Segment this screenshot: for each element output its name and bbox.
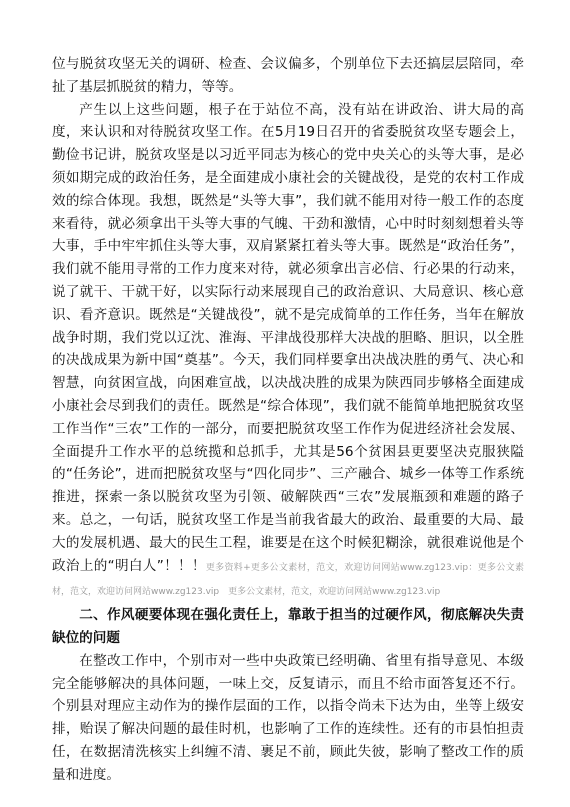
section-heading-2: 二、作风硬要体现在强化责任上，靠敢于担当的过硬作风，彻底解决失责缺位的问题 — [52, 607, 524, 646]
paragraph-continued: 位与脱贫攻坚无关的调研、检查、会议偏多，个别单位下去还搞层层陪同，牵扯了基层抓脱贫的精力，等等。 — [52, 56, 524, 95]
watermark-text: 更多资料+更多公文素材，范文，欢迎访问网站www.zg123.vip：更多公文素材，范文，欢迎访问网站www.zg123.vip 更多公文素材，范文，欢迎访问网站www.zg123.vip — [52, 562, 524, 598]
paragraph-rectification: 在整改工作中，个别市对一些中央政策已经明确、省里有指导意见、本级完全能够解决的具体问题，一味上交，反复请示，而且不给市面答复还不行。个别县对理应主动作为的操作层面的工作，以指令尚未下达为由，坐等上级安排，贻误了解决问题的最佳时机，也影响了工作的连续性。还有的市县怕担责任，在数据清洗核实上纠缠不清、裹足不前，顾此失彼，影响了整改工作的质量和进度。 — [52, 652, 524, 783]
paragraph-root-cause-text: 产生以上这些问题，根子在于站位不高，没有站在讲政治、讲大局的高度，来认识和对待脱贫攻坚工作。在5月19日召开的省委脱贫攻坚专题会上，勤俭书记讲，脱贫攻坚是以习近平同志为核心的党中央关心的头等大事，是必须如期完成的政治任务，是全面建成小康社会的关键战役，是党的农村工作成效的综合体现。我想，既然是“头等大事”，我们就不能用对待一般工作的态度来看待，就必须拿出干头等大事的气魄、干劲和激情，心中时时刻刻想着头等大事，手中牢牢抓住头等大事，双肩紧紧扛着头等大事。既然是“政治任务”，我们就不能用寻常的工作力度来对待，就必须拿出言必信、行必果的行动来，说了就干、干就干好，以实际行动来展现自己的政治意识、大局意识、核心意识、看齐意识。既然是“关键战役”，就不是完成简单的工作任务，当年在解放战争时期，我们党以辽沈、淮海、平津战役那样大决战的胆略、胆识，以全胜的决战成果为新中国“奠基”。今天，我们同样要拿出决战决胜的勇气、决心和智慧，向贫困宣战，向困难宣战，以决战决胜的成果为陕西同步够格全面建成小康社会尽到我们的责任。既然是“综合体现”，我们就不能简单地把脱贫攻坚工作当作“三农”工作的一部分，而要把脱贫攻坚工作作为促进经济社会发展、全面提升工作水平的总统揽和总抓手，尤其是56个贫困县更要坚决克服狭隘的“任务论”，进而把脱贫攻坚与“四化同步”、三产融合、城乡一体等工作系统推进，探索一条以脱贫攻坚为引领、破解陕西“三农”发展瓶颈和难题的路子来。总之，一句话，脱贫攻坚工作是当前我省最大的政治、最重要的大局、最大的发展机遇、最大的民生工程，谁要是在这个时候犯糊涂，就很难说他是个政治上的“明白人”！！！ — [52, 101, 524, 574]
document-body — [52, 53, 524, 787]
paragraph-root-cause — [52, 99, 524, 605]
